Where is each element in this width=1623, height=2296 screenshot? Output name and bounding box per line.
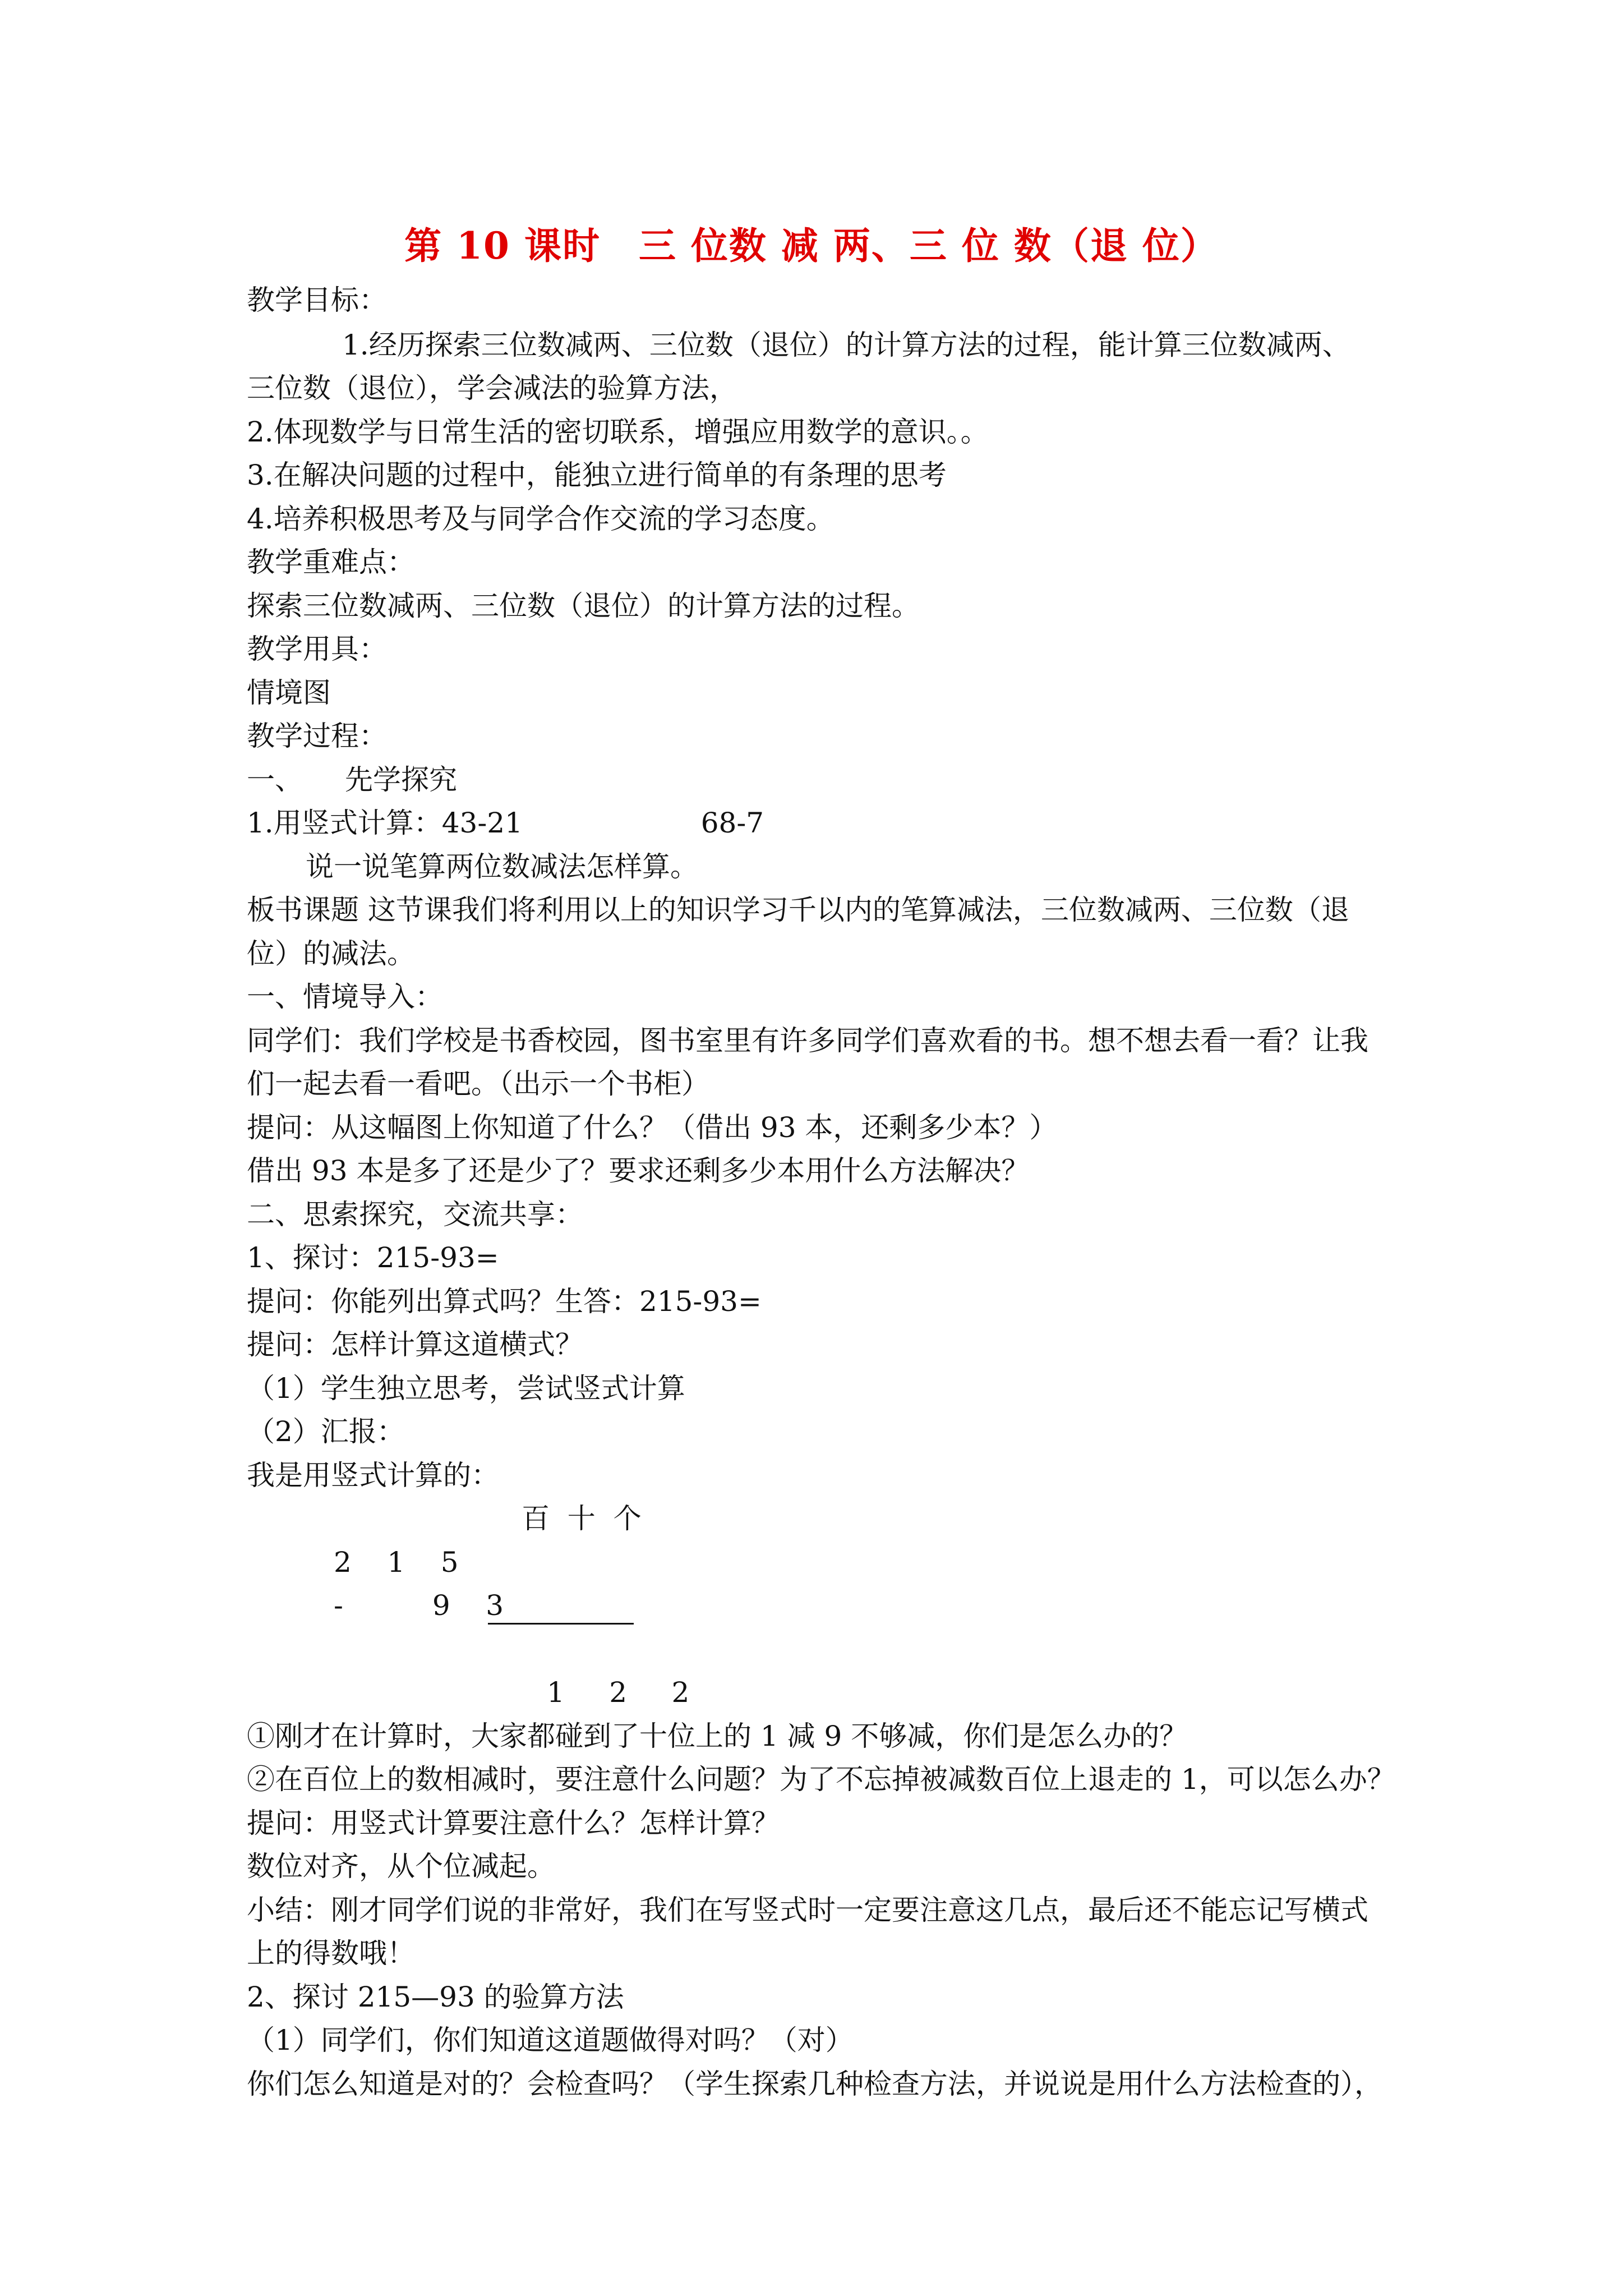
text-line: 板书课题 这节课我们将利用以上的知识学习千以内的笔算减法，三位数减两、三位数（退 [247, 894, 1349, 926]
text-line: 教学用具： [247, 633, 387, 665]
text-line: 同学们：我们学校是书香校园，图书室里有许多同学们喜欢看的书。想不想去看一看？让我 [247, 1024, 1368, 1057]
text-line: 1.用竖式计算：43-21 68-7 [247, 807, 764, 839]
text-line: 1、探讨：215-93= [247, 1241, 499, 1274]
text-line: 教学重难点： [247, 546, 415, 578]
text-line: 提问：你能列出算式吗？生答：215-93= [247, 1285, 762, 1318]
text-line: 探索三位数减两、三位数（退位）的计算方法的过程。 [247, 590, 920, 622]
text-line: 位）的减法。 [247, 937, 415, 970]
text-line: 教学目标： [247, 284, 387, 316]
text-line: 2.体现数学与日常生活的密切联系，增强应用数学的意识。。 [247, 416, 989, 448]
text-line: 你们怎么知道是对的？会检查吗？（学生探索几种检查方法，并说说是用什么方法检查的）， [247, 2068, 1382, 2100]
text-line: 情境图 [247, 677, 331, 709]
text-line: 4.培养积极思考及与同学合作交流的学习态度。 [247, 503, 834, 535]
text-line: 们一起去看一看吧。（出示一个书柜） [247, 1068, 709, 1100]
text-line: 提问：从这幅图上你知道了什么？（借出 93 本，还剩多少本？） [247, 1111, 1058, 1144]
text-line: 提问：怎样计算这道横式？ [247, 1328, 583, 1361]
text-line: 小结：刚才同学们说的非常好，我们在写竖式时一定要注意这几点，最后还不能忘记写横式 [247, 1894, 1368, 1926]
text-line: 三位数（退位），学会减法的验算方法， [247, 372, 737, 404]
text-line: 一、情境导入： [247, 981, 443, 1013]
lesson-title: 第 10 课时 三 位数 减 两、三 位 数（退 位） [404, 224, 1219, 268]
text-line: 1.经历探索三位数减两、三位数（退位）的计算方法的过程，能计算三位数减两、 [342, 329, 1350, 361]
text-line: 二、思索探究，交流共享： [247, 1198, 583, 1231]
text-line: （1）学生独立思考，尝试竖式计算 [247, 1372, 685, 1405]
vertical-minuend: 2 1 5 [334, 1546, 459, 1579]
text-line: 教学过程： [247, 720, 387, 752]
vertical-header: 百 十 个 [522, 1502, 642, 1535]
text-line: 数位对齐，从个位减起。 [247, 1850, 555, 1883]
vertical-subtrahend: - 9 3 [334, 1589, 504, 1622]
text-line: 提问：用竖式计算要注意什么？怎样计算？ [247, 1807, 780, 1839]
text-line: 说一说笔算两位数减法怎样算。 [306, 850, 698, 883]
vertical-rule [488, 1623, 634, 1625]
text-line: 一、 先学探究 [247, 763, 457, 796]
text-line: 2、探讨 215—93 的验算方法 [247, 1981, 624, 2013]
text-line: 借出 93 本是多了还是少了？要求还剩多少本用什么方法解决？ [247, 1154, 1030, 1187]
vertical-result: 1 2 2 [547, 1676, 690, 1709]
text-line: 上的得数哦！ [247, 1937, 415, 1970]
text-line: （1）同学们，你们知道这道题做得对吗？（对） [247, 2024, 854, 2056]
text-line: （2）汇报： [247, 1415, 405, 1448]
text-line: 我是用竖式计算的： [247, 1459, 499, 1492]
text-line: ①刚才在计算时，大家都碰到了十位上的 1 减 9 不够减，你们是怎么办的？ [247, 1720, 1188, 1752]
text-line: 3.在解决问题的过程中，能独立进行简单的有条理的思考 [247, 459, 947, 491]
text-line: ②在百位上的数相减时，要注意什么问题？为了不忘掉被减数百位上退走的 1，可以怎么办？ [247, 1763, 1395, 1796]
